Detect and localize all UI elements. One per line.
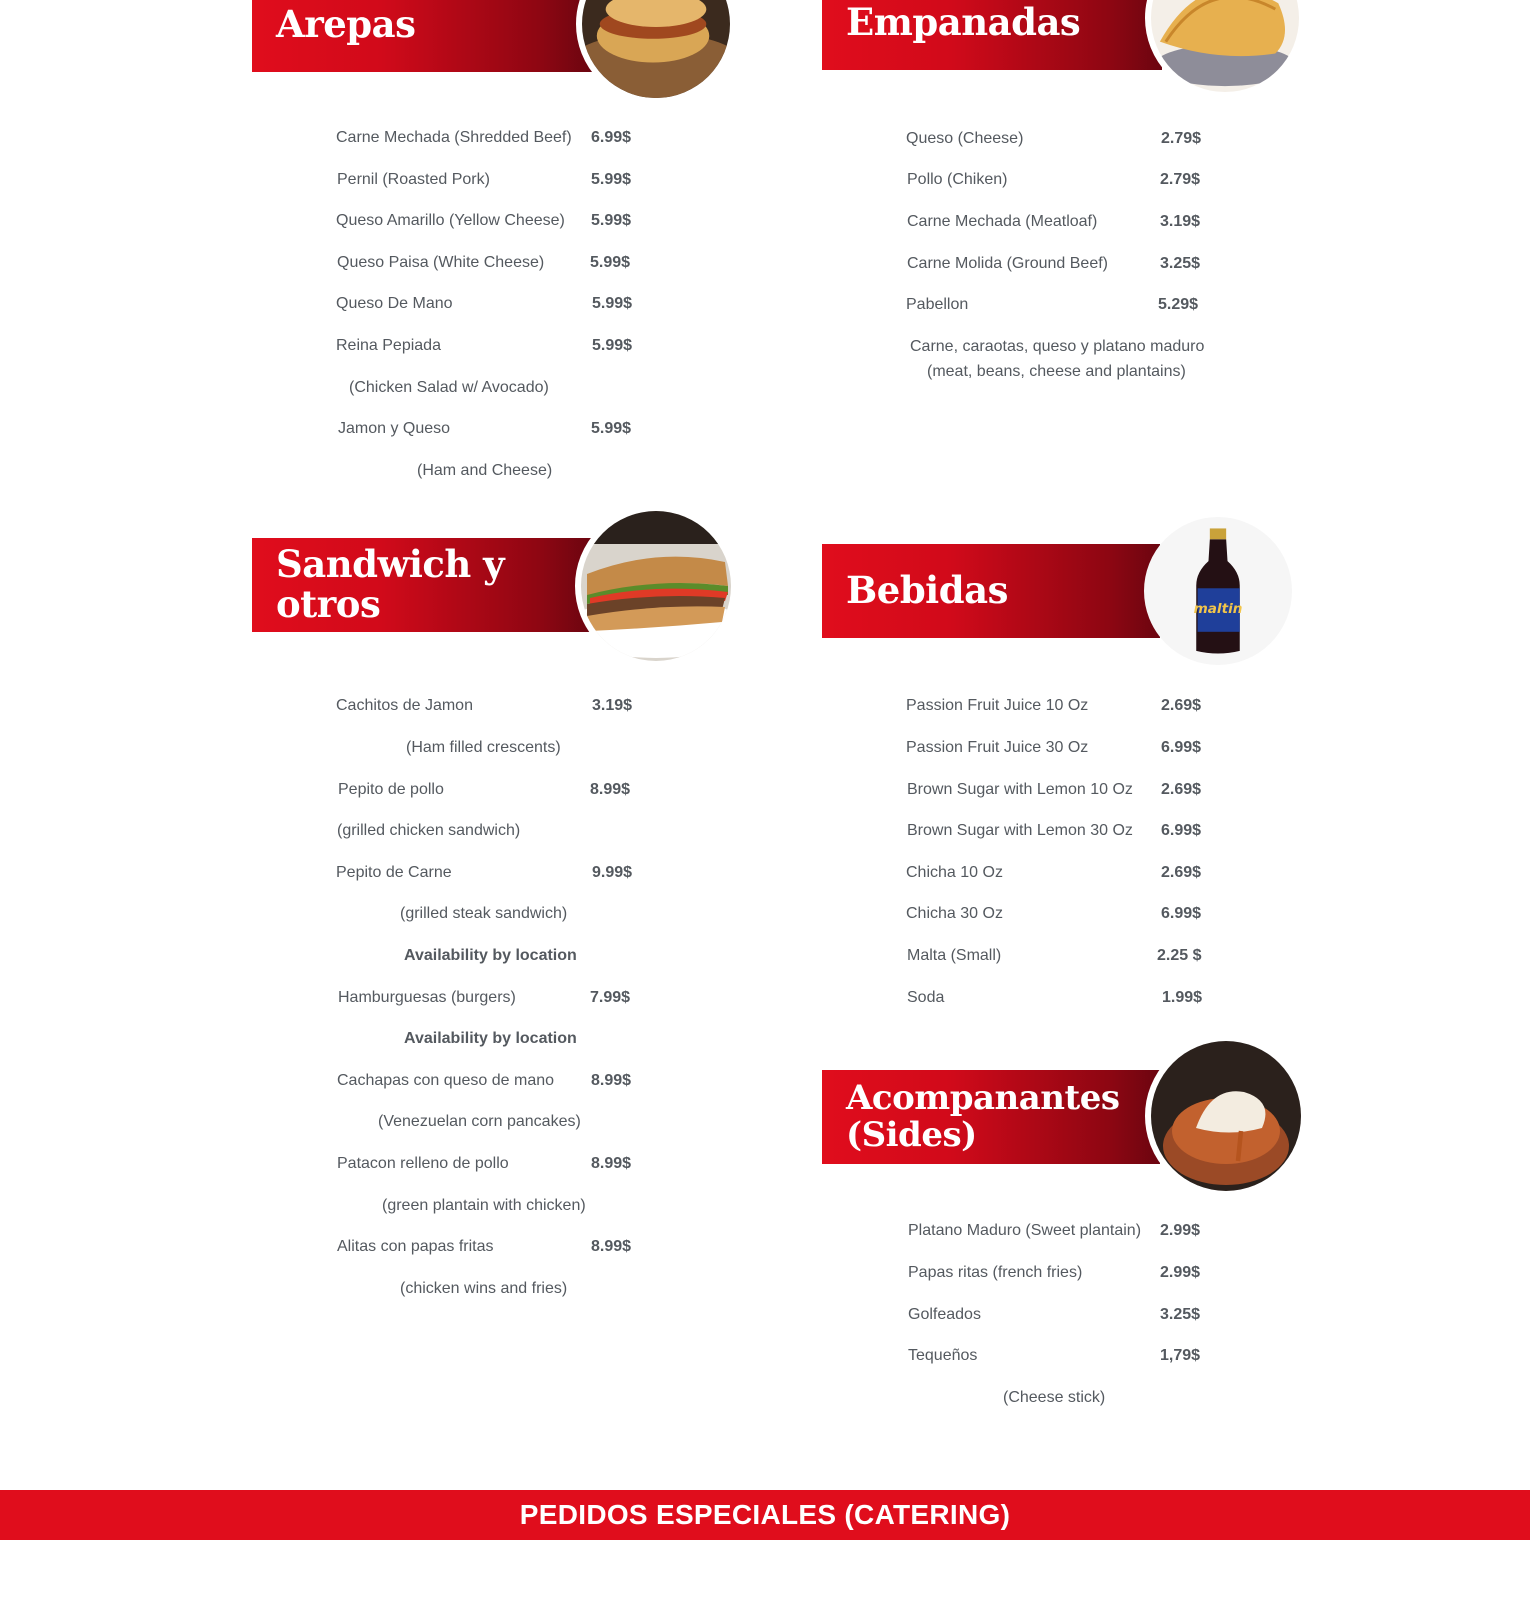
sandwich-banner	[252, 538, 592, 632]
item-note: (green plantain with chicken)	[382, 1197, 586, 1214]
arepas-banner	[252, 0, 592, 72]
bottle-image	[1150, 523, 1286, 659]
bottle-label: maltin	[1193, 600, 1243, 617]
bebidas-title: Bebidas	[846, 568, 1008, 613]
item-note: (Cheese stick)	[1003, 1389, 1106, 1406]
bebidas-photo	[1144, 517, 1292, 665]
item-note: (Chicken Salad w/ Avocado)	[349, 379, 549, 396]
catering-banner[interactable]	[0, 1490, 1530, 1540]
sandwich-image	[581, 511, 731, 661]
item-note: (Ham and Cheese)	[417, 462, 553, 479]
item-note: (chicken wins and fries)	[400, 1280, 568, 1297]
empanadas-photo	[1145, 0, 1305, 98]
sides-title	[846, 1080, 1120, 1153]
sweet-plantain-image	[1151, 1041, 1301, 1191]
sandwich-photo	[575, 505, 737, 667]
empanada-image	[1151, 0, 1299, 92]
sides-title-line1: Acompanantes	[846, 1078, 1120, 1119]
item-note: Carne, caraotas, queso y platano maduro	[910, 338, 1205, 355]
sides-photo	[1145, 1035, 1307, 1197]
sandwich-title: Sandwich y otros	[276, 542, 505, 626]
arepas-photo	[576, 0, 736, 104]
availability-note: Availability by location	[404, 947, 577, 964]
sides-title-line2: (Sides)	[846, 1115, 977, 1155]
catering-label[interactable]: PEDIDOS ESPECIALES (CATERING)	[519, 1499, 1011, 1530]
empanadas-banner	[822, 0, 1162, 70]
item-note: (grilled chicken sandwich)	[337, 822, 521, 839]
item-note: (meat, beans, cheese and plantains)	[927, 363, 1186, 380]
sides-banner	[822, 1070, 1160, 1164]
bebidas-banner	[822, 544, 1160, 638]
arepas-title: Arepas	[276, 2, 416, 47]
item-note: (grilled steak sandwich)	[400, 905, 568, 922]
item-note: (Venezuelan corn pancakes)	[378, 1113, 581, 1130]
availability-note: Availability by location	[404, 1030, 577, 1047]
item-note: (Ham filled crescents)	[406, 739, 561, 756]
arepa-image	[582, 0, 730, 98]
empanadas-title: Empanadas	[846, 0, 1081, 45]
